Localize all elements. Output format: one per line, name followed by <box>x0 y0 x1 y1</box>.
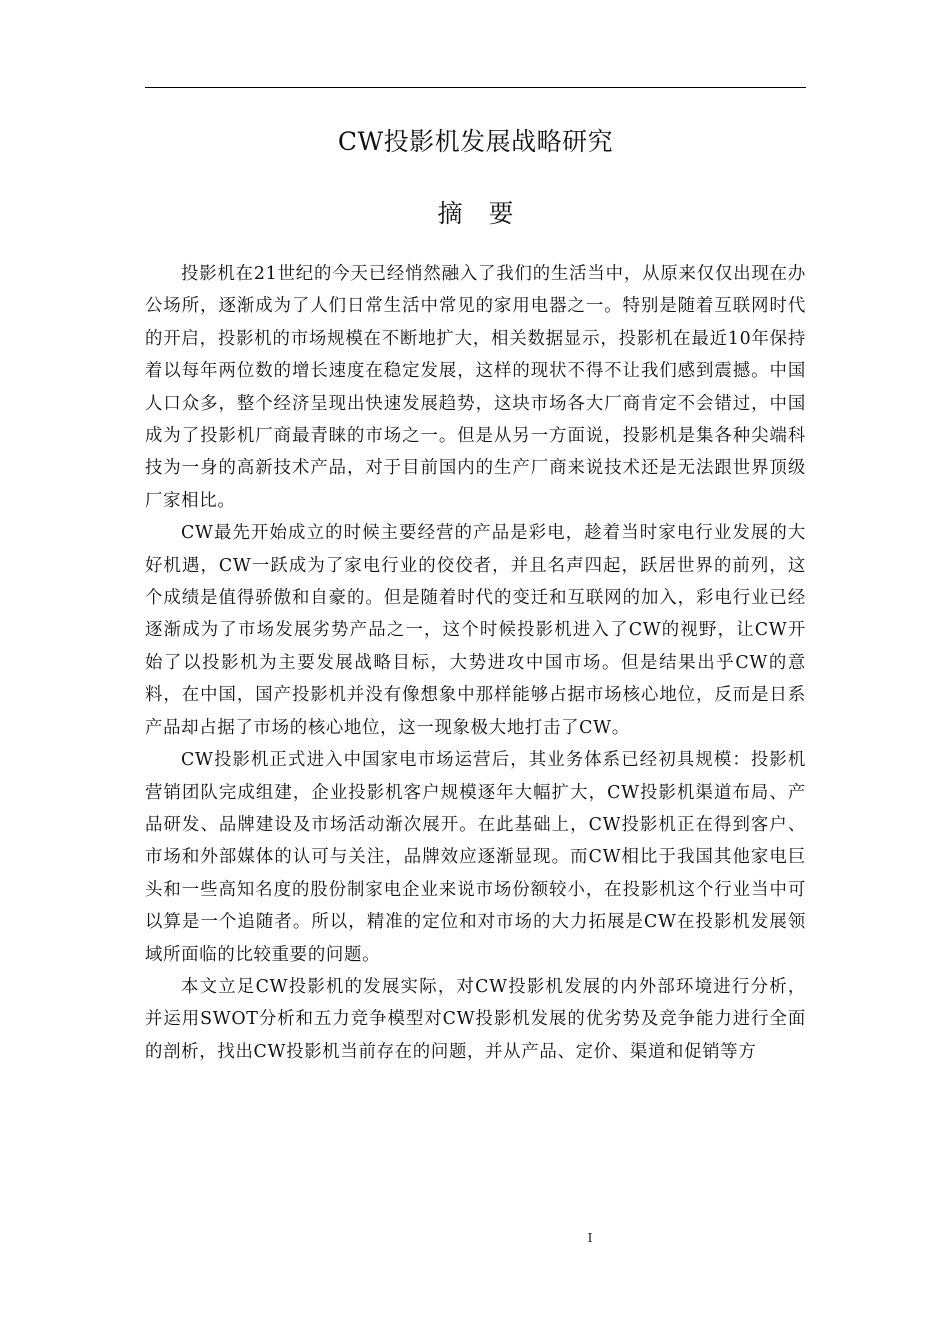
abstract-paragraph-4: 本文立足CW投影机的发展实际，对CW投影机发展的内外部环境进行分析，并运用SWOT分析和五力竞争模型对CW投影机发展的优劣势及竞争能力进行全面的剖析，找出CW投影机当前存在的问题，并从产品、定价、渠道和促销等方 <box>145 976 806 1062</box>
header-rule <box>145 87 806 88</box>
abstract-body <box>145 258 806 1068</box>
abstract-paragraph-3: CW投影机正式进入中国家电市场运营后，其业务体系已经初具规模：投影机营销团队完成组建，企业投影机客户规模逐年大幅扩大，CW投影机渠道布局、产品研发、品牌建设及市场活动渐次展开。在此基础上，CW投影机正在得到客户、市场和外部媒体的认可与关注，品牌效应逐渐显现。而CW相比于我国其他家电巨头和一些高知名度的股份制家电企业来说市场份额较小，在投影机这个行业当中可以算是一个追随者。所以，精准的定位和对市场的大力拓展是CW在投影机发展领域所面临的比较重要的问题。 <box>145 750 806 965</box>
abstract-paragraph-2: CW最先开始成立的时候主要经营的产品是彩电，趁着当时家电行业发展的大好机遇，CW一跃成为了家电行业的佼佼者，并且名声四起，跃居世界的前列，这个成绩是值得骄傲和自豪的。但是随着时代的变迁和互联网的加入，彩电行业已经逐渐成为了市场发展劣势产品之一，这个时候投影机进入了CW的视野，让CW开始了以投影机为主要发展战略目标，大势进攻中国市场。但是结果出乎CW的意料，在中国，国产投影机并没有像想象中那样能够占据市场核心地位，反而是日系产品却占据了市场的核心地位，这一现象极大地打击了CW。 <box>145 523 806 738</box>
page-number: I <box>587 1231 593 1245</box>
abstract-paragraph-1: 投影机在21世纪的今天已经悄然融入了我们的生活当中，从原来仅仅出现在办公场所，逐渐成为了人们日常生活中常见的家用电器之一。特别是随着互联网时代的开启，投影机的市场规模在不断地扩大，相关数据显示，投影机在最近10年保持着以每年两位数的增长速度在稳定发展，这样的现状不得不让我们感到震撼。中国人口众多，整个经济呈现出快速发展趋势，这块市场各大厂商肯定不会错过，中国成为了投影机厂商最青睐的市场之一。但是从另一方面说，投影机是集各种尖端科技为一身的高新技术产品，对于目前国内的生产厂商来说技术还是无法跟世界顶级厂家相比。 <box>145 264 806 511</box>
document-title: CW投影机发展战略研究 <box>337 127 614 156</box>
abstract-heading: 摘要 <box>437 199 540 228</box>
